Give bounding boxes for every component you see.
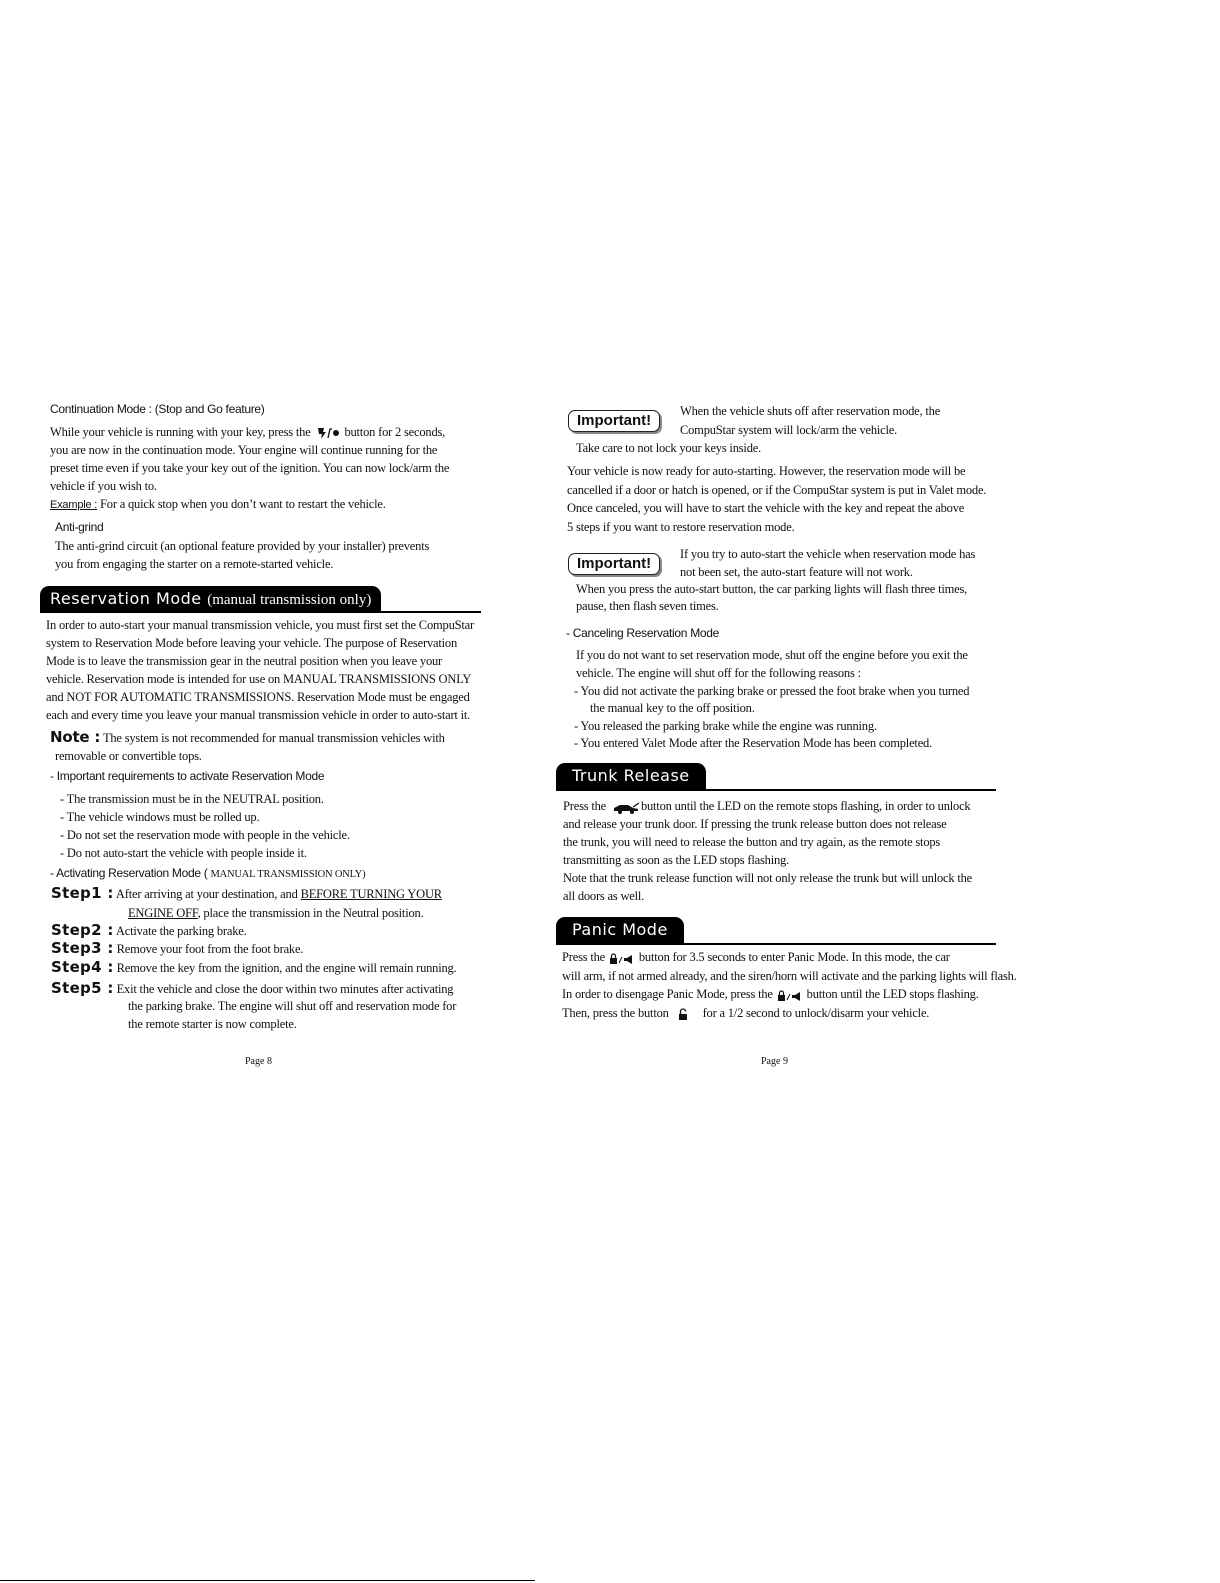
canceling-title: - Canceling Reservation Mode bbox=[566, 626, 720, 640]
trunk-release-rule bbox=[556, 789, 996, 791]
reservation-line-2: system to Reservation Mode before leaving your vehicle. The purpose of Reservation bbox=[46, 636, 458, 650]
start-button-icon bbox=[316, 426, 340, 440]
cancel-line-2: vehicle. The engine will shut off for the following reasons : bbox=[576, 666, 861, 680]
important-1-line-2: CompuStar system will lock/arm the vehicle. bbox=[680, 423, 898, 437]
requirement-3: - Do not set the reservation mode with people in the vehicle. bbox=[60, 828, 350, 842]
antigrind-line-1: The anti-grind circuit (an optional feature provided by your installer) prevents bbox=[55, 539, 430, 553]
trunk-line-2: and release your trunk door. If pressing the trunk release button does not release bbox=[563, 817, 947, 831]
panic-line-1: Press the button for 3.5 seconds to enter Panic Mode. In this mode, the car bbox=[562, 950, 950, 964]
requirement-1: - The transmission must be in the NEUTRAL position. bbox=[60, 792, 324, 806]
step-5-line-3: the remote starter is now complete. bbox=[128, 1017, 297, 1031]
reservation-rule bbox=[40, 611, 481, 613]
step-5-label: Step5 : bbox=[51, 979, 114, 997]
step-1: Step1 : After arriving at your destination, and BEFORE TURNING YOUR bbox=[51, 884, 442, 902]
panic-mode-rule bbox=[556, 943, 996, 945]
step-2: Step2 : Activate the parking brake. bbox=[51, 921, 247, 939]
right-page bbox=[562, 0, 1220, 1583]
important-badge-1: Important! bbox=[568, 410, 660, 432]
antigrind-line-2: you from engaging the starter on a remote-started vehicle. bbox=[55, 557, 334, 571]
step-5-line-2: the parking brake. The engine will shut off and reservation mode for bbox=[128, 999, 457, 1013]
example-text: For a quick stop when you don’t want to restart the vehicle. bbox=[100, 497, 386, 511]
continuation-line-2: you are now in the continuation mode. Your engine will continue running for the bbox=[50, 443, 438, 457]
ready-line-4: 5 steps if you want to restore reservation mode. bbox=[567, 520, 795, 534]
activating-title: - Activating Reservation Mode ( MANUAL TRANSMISSION ONLY) bbox=[50, 866, 366, 880]
note-label: Note : bbox=[50, 728, 101, 746]
page-number-right: Page 9 bbox=[761, 1056, 788, 1067]
lock-horn-icon bbox=[608, 952, 636, 964]
step-4: Step4 : Remove the key from the ignition, and the engine will remain running. bbox=[51, 958, 457, 976]
trunk-release-banner: Trunk Release bbox=[556, 763, 706, 789]
reservation-line-1: In order to auto-start your manual transmission vehicle, you must first set the CompuStar bbox=[46, 618, 474, 632]
antigrind-title: Anti-grind bbox=[55, 520, 104, 534]
panic-mode-banner: Panic Mode bbox=[556, 917, 684, 943]
trunk-line-5: Note that the trunk release function will not only release the trunk but will unlock the bbox=[563, 871, 973, 885]
panic-line-4: Then, press the button for a 1/2 second to unlock/disarm your vehicle. bbox=[562, 1006, 930, 1020]
step-5: Step5 : Exit the vehicle and close the door within two minutes after activating bbox=[51, 979, 454, 997]
cancel-line-3: - You did not activate the parking brake or pressed the foot brake when you turned bbox=[574, 684, 970, 698]
ready-line-1: Your vehicle is now ready for auto-starting. However, the reservation mode will be bbox=[567, 464, 966, 478]
important-2-line-2: not been set, the auto-start feature will not work. bbox=[680, 565, 913, 579]
continuation-line-1: While your vehicle is running with your key, press the button for 2 seconds, bbox=[50, 425, 446, 439]
trunk-line-6: all doors as well. bbox=[563, 889, 645, 903]
requirements-title: - Important requirements to activate Reservation Mode bbox=[50, 769, 325, 783]
trunk-line-3: the trunk, you will need to release the button and try again, as the remote stops bbox=[563, 835, 941, 849]
note-line-1: Note : The system is not recommended for manual transmission vehicles with bbox=[50, 728, 445, 746]
important-2-line-4: pause, then flash seven times. bbox=[576, 599, 719, 613]
trunk-line-1: Press the button until the LED on the remote stops flashing, in order to unlock bbox=[563, 799, 971, 813]
important-badge-2: Important! bbox=[568, 553, 660, 575]
important-2-line-1: If you try to auto-start the vehicle when reservation mode has bbox=[680, 547, 976, 561]
reservation-banner: Reservation Mode (manual transmission only) bbox=[40, 586, 381, 612]
example-line bbox=[50, 495, 386, 514]
requirement-2: - The vehicle windows must be rolled up. bbox=[60, 810, 260, 824]
continuation-title: Continuation Mode : (Stop and Go feature) bbox=[50, 402, 265, 416]
example-label: Example : bbox=[50, 499, 98, 511]
continuation-line-3: preset time even if you take your key out of the ignition. You can now lock/arm the bbox=[50, 461, 450, 475]
ready-line-2: cancelled if a door or hatch is opened, or if the CompuStar system is put in Valet mode. bbox=[567, 483, 987, 497]
lock-horn-icon bbox=[776, 989, 804, 1001]
step-3: Step3 : Remove your foot from the foot brake. bbox=[51, 939, 304, 957]
cancel-line-1: If you do not want to set reservation mode, shut off the engine before you exit the bbox=[576, 648, 968, 662]
bottom-edge-rule bbox=[0, 1580, 535, 1581]
step-2-label: Step2 : bbox=[51, 921, 114, 939]
ready-line-3: Once canceled, you will have to start the vehicle with the key and repeat the above bbox=[567, 501, 965, 515]
step-4-label: Step4 : bbox=[51, 958, 114, 976]
step-1-label: Step1 : bbox=[51, 884, 114, 902]
trunk-car-icon bbox=[611, 801, 641, 813]
important-1-line-3: Take care to not lock your keys inside. bbox=[576, 441, 762, 455]
reservation-line-4: vehicle. Reservation mode is intended for use on MANUAL TRANSMISSIONS ONLY bbox=[46, 672, 472, 686]
continuation-line-4: vehicle if you wish to. bbox=[50, 479, 157, 493]
unlock-icon bbox=[676, 1008, 696, 1021]
reservation-line-5: and NOT FOR AUTOMATIC TRANSMISSIONS. Reservation Mode must be engaged bbox=[46, 690, 470, 704]
cancel-line-5: - You released the parking brake while the engine was running. bbox=[574, 719, 877, 733]
step-3-label: Step3 : bbox=[51, 939, 114, 957]
trunk-line-4: transmitting as soon as the LED stops flashing. bbox=[563, 853, 789, 867]
cancel-line-4: the manual key to the off position. bbox=[590, 701, 755, 715]
reservation-line-6: each and every time you leave your manual transmission vehicle in order to auto-start it. bbox=[46, 708, 471, 722]
important-2-line-3: When you press the auto-start button, the car parking lights will flash three times, bbox=[576, 582, 968, 596]
panic-line-2: will arm, if not armed already, and the siren/horn will activate and the parking lights will flash. bbox=[562, 969, 1017, 983]
panic-line-3: In order to disengage Panic Mode, press the button until the LED stops flashing. bbox=[562, 987, 979, 1001]
requirement-4: - Do not auto-start the vehicle with people inside it. bbox=[60, 846, 307, 860]
note-line-2: removable or convertible tops. bbox=[55, 749, 202, 763]
important-1-line-1: When the vehicle shuts off after reservation mode, the bbox=[680, 404, 941, 418]
page-number-left: Page 8 bbox=[245, 1056, 272, 1067]
step-1-cont: ENGINE OFF, place the transmission in the Neutral position. bbox=[128, 906, 424, 920]
reservation-line-3: Mode is to leave the transmission gear in the neutral position when you leave your bbox=[46, 654, 443, 668]
cancel-line-6: - You entered Valet Mode after the Reservation Mode has been completed. bbox=[574, 736, 933, 750]
